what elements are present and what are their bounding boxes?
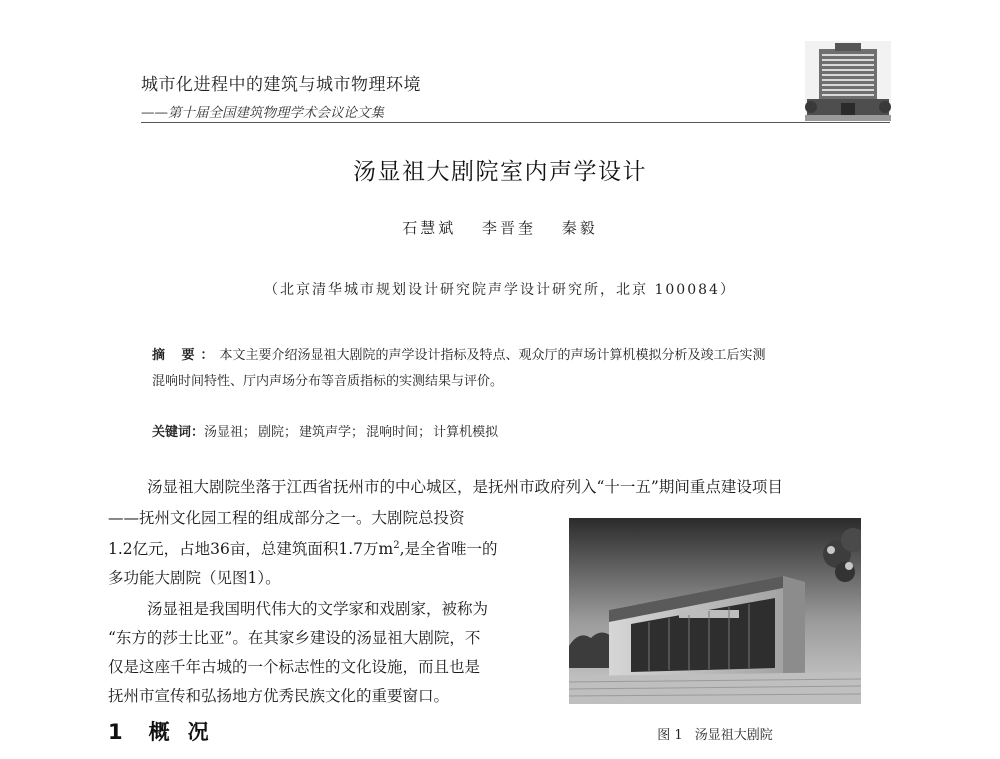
- body-line: 汤显祖是我国明代伟大的文学家和戏剧家，被称为: [147, 600, 489, 618]
- body-text: ,是全省唯一的: [399, 540, 498, 558]
- body-line: 汤显祖大剧院坐落于江西省抚州市的中心城区，是抚州市政府列入“十一五”期间重点建设项目: [147, 478, 783, 496]
- abstract: [152, 343, 872, 395]
- figure-theatre-photo: [569, 518, 861, 704]
- superscript: 2: [393, 539, 400, 551]
- section-number: 1: [108, 720, 123, 744]
- section-heading: [108, 716, 227, 746]
- series-title: 城市化进程中的建筑与城市物理环境: [141, 75, 421, 95]
- figure-number: 图 1: [657, 728, 683, 743]
- keyword: 剧院；: [258, 425, 298, 440]
- body-line: 多功能大剧院（见图1）。: [108, 569, 281, 587]
- section-title: 概况: [148, 720, 227, 744]
- abstract-line: [152, 343, 872, 369]
- body-line: [108, 537, 498, 559]
- body-line: ——抚州文化园工程的组成部分之一。大剧院总投资: [108, 509, 465, 527]
- abstract-text: 本文主要介绍汤显祖大剧院的声学设计指标及特点、观众厅的声场计算机模拟分析及竣工后实测: [219, 348, 766, 363]
- keywords: [152, 421, 872, 440]
- paper-title: 汤显祖大剧院室内声学设计: [353, 159, 647, 185]
- keyword: 混响时间；: [366, 425, 432, 440]
- series-subtitle: ——第十届全国建筑物理学术会议论文集: [141, 105, 384, 121]
- body-line: “东方的莎士比亚”。在其家乡建设的汤显祖大剧院，不: [108, 629, 481, 647]
- keyword: 建筑声学；: [299, 425, 365, 440]
- abstract-line: 混响时间特性、厅内声场分布等音质指标的实测结果与评价。: [152, 374, 504, 389]
- keyword: 计算机模拟: [433, 425, 499, 440]
- header-building-icon: [805, 41, 891, 121]
- author-name: 秦毅: [561, 219, 598, 237]
- body-line: 抚州市宣传和弘扬地方优秀民族文化的重要窗口。: [108, 687, 450, 705]
- figure-caption: [569, 724, 861, 743]
- figure-caption-text: 汤显祖大剧院: [694, 728, 773, 743]
- author-name: 石慧斌: [402, 219, 457, 237]
- author-list: [0, 217, 1000, 238]
- running-header: [141, 70, 661, 121]
- keyword: 汤显祖；: [204, 425, 257, 440]
- body-text: 1.2亿元，占地36亩，总建筑面积1.7万m: [108, 540, 394, 558]
- author-name: 李晋奎: [481, 219, 536, 237]
- body-line: 仅是这座千年古城的一个标志性的文化设施，而且也是: [108, 658, 481, 676]
- affiliation: （北京清华城市规划设计研究院声学设计研究所，北京 100084）: [264, 282, 736, 298]
- abstract-label: 摘 要：: [152, 348, 220, 363]
- keywords-label: 关键词：: [152, 425, 205, 440]
- header-rule: [141, 122, 890, 123]
